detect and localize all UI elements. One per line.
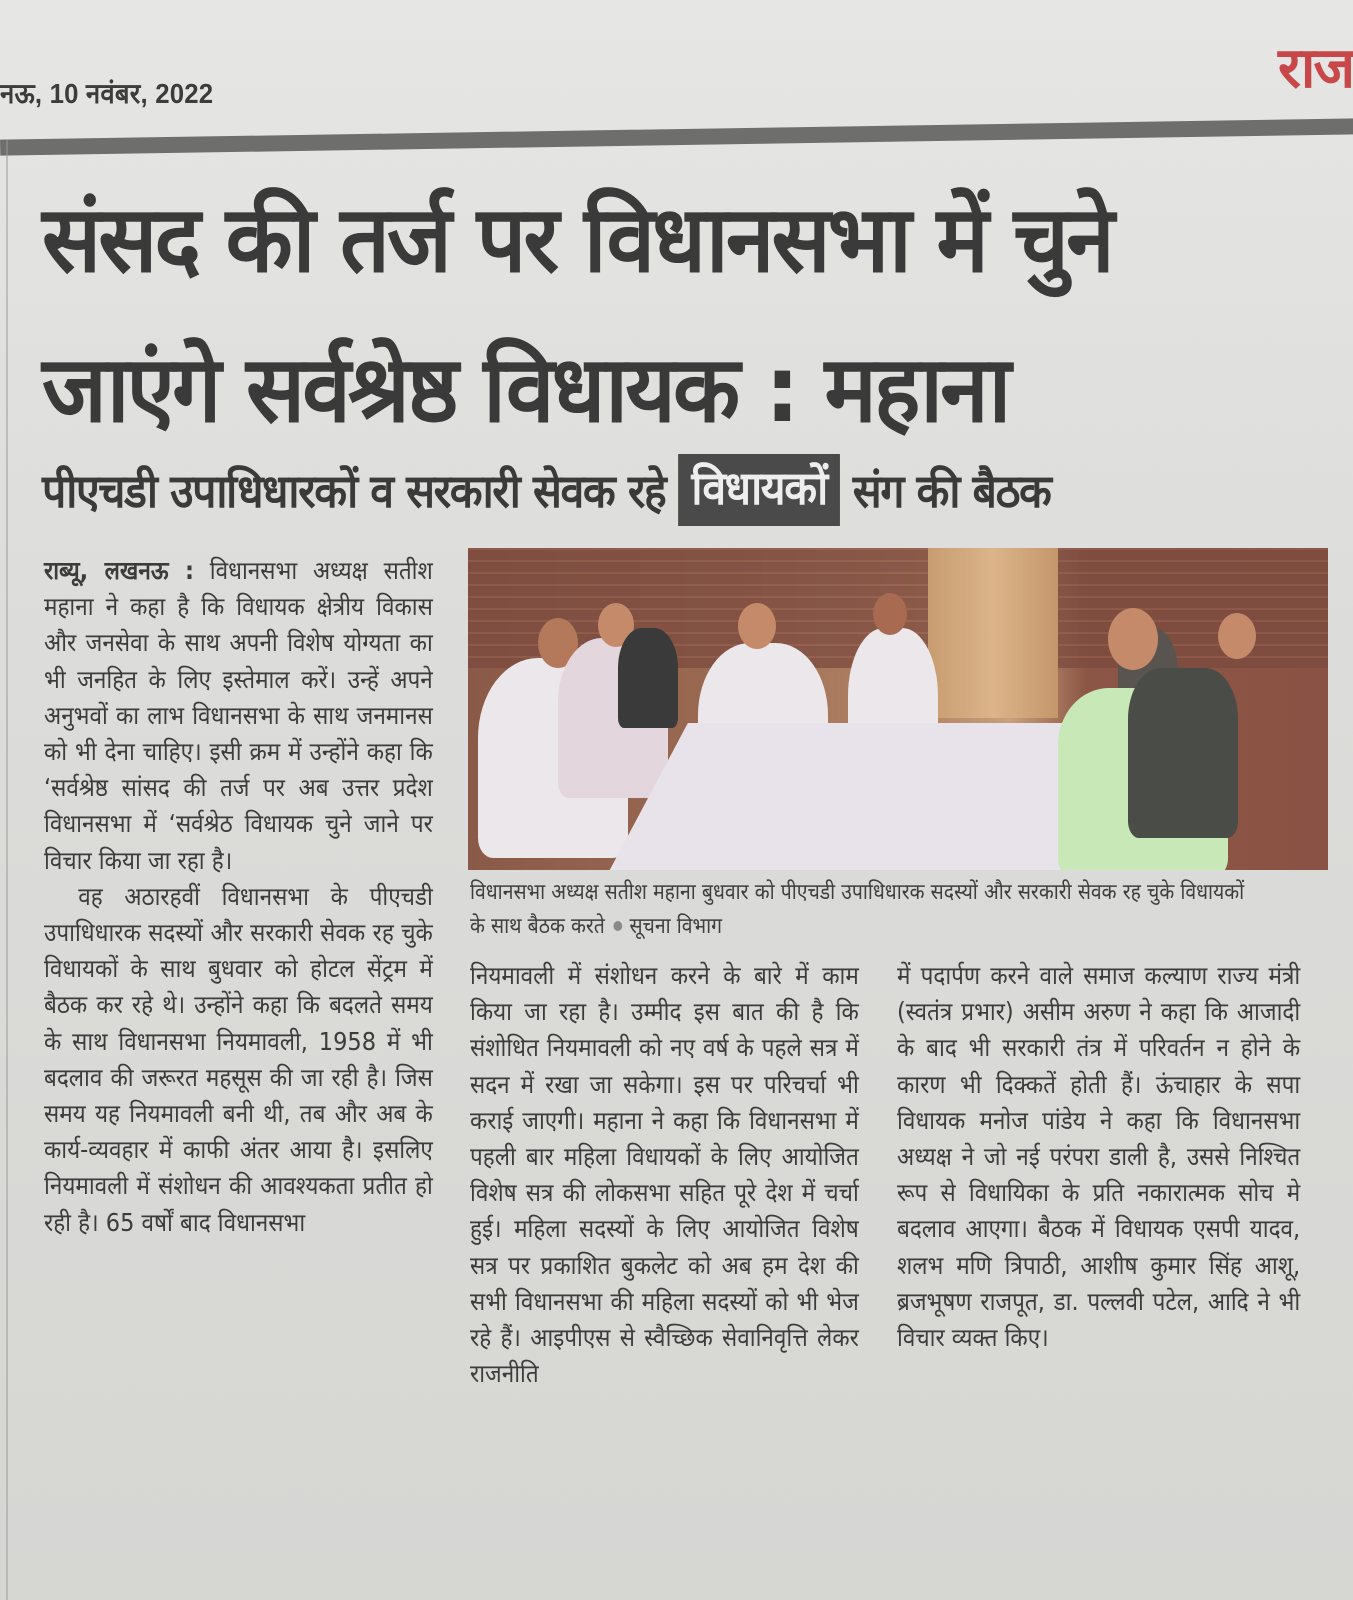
subhead-text-after: संग की बैठक bbox=[852, 464, 1051, 518]
bullet-icon bbox=[614, 921, 623, 931]
photo-wood-pillar bbox=[928, 548, 1058, 718]
article-column-2 bbox=[470, 958, 859, 1392]
subheadline bbox=[42, 450, 1051, 530]
photo-speaker-vest bbox=[1128, 668, 1238, 838]
photo-caption bbox=[470, 876, 1244, 944]
photo-person-head bbox=[738, 603, 776, 649]
photo-person-head bbox=[1218, 613, 1256, 659]
dateline: नऊ, 10 नवंबर, 2022 bbox=[0, 78, 214, 109]
subhead-highlight: विधायकों bbox=[678, 454, 839, 526]
paragraph-1-text: विधानसभा अध्यक्ष सतीश महाना ने कहा है कि विधायक क्षेत्रीय विकास और जनसेवा के साथ अपनी विशेष योग्यता का भी जनहित के लिए इस्तेमाल करें। उन्हें अपने अनुभवों का लाभ विधानसभा के साथ जनमानस को भी देना चाहिए। इसी क्रम में उन्होंने कहा कि ‘सर्वश्रेष्ठ सांसद की तर्ज पर अब उत्तर प्रदेश विधानसभा में ‘सर्वश्रेठ विधायक चुने जाने पर विचार किया जा रहा है। bbox=[44, 556, 433, 875]
paragraph-2: वह अठारहवीं विधानसभा के पीएचडी उपाधिधारक सदस्यों और सरकारी सेवक रह चुके विधायकों के साथ बुधवार को होटल सेंट्रम में बैठक कर रहे थे। उन्होंने कहा कि बदलते समय के साथ विधानसभा नियमावली, 1958 में भी बदलाव की जरूरत महसूस की जा रही है। जिस समय यह नियमावली बनी थी, तब और अब के कार्य-व्यवहार में काफी अंतर आया है। इसलिए नियमावली में संशोधन की आवश्यकता प्रतीत हो रही है। 65 वर्षों बाद विधानसभा bbox=[44, 881, 433, 1237]
headline bbox=[42, 165, 1277, 465]
masthead-rule bbox=[0, 118, 1353, 156]
article-photo bbox=[468, 548, 1328, 870]
column-2-text: नियमावली में संशोधन करने के बारे में काम किया जा रहा है। उम्मीद इस बात की है कि संशोधित नियमावली को नए वर्ष के पहले सत्र में सदन में रखा जा सकेगा। इस पर परिचर्चा भी कराई जाएगी। महाना ने कहा कि विधानसभा में पहली बार महिला विधायकों के लिए आयोजित विशेष सत्र की लोकसभा सहित पूरे देश में चर्चा हुई। महिला सदस्यों के लिए आयोजित विशेष सत्र पर प्रकाशित बुकलेट को अब हम देश की सभी विधानसभा की महिला सदस्यों को भी भेज रहे हैं। आइपीएस से स्वैच्छिक सेवानिवृत्ति लेकर राजनीति bbox=[470, 961, 859, 1389]
newspaper-brand: राज bbox=[1278, 36, 1353, 99]
photo-person-head bbox=[873, 593, 907, 635]
paragraph-1 bbox=[44, 553, 433, 879]
column-3-text: में पदार्पण करने वाले समाज कल्याण राज्य मंत्री (स्वतंत्र प्रभार) असीम अरुण ने कहा कि आजादी के बाद भी सरकारी तंत्र में परिवर्तन न होने के कारण भी दिक्कतें होती हैं। ऊंचाहार के सपा विधायक मनोज पांडेय ने कहा कि विधानसभा अध्यक्ष ने जो नई परंपरा डाली है, उससे निश्चित रूप से विधायिका के प्रति नकारात्मक सोच मे बदलाव आएगा। बैठक में विधायक एसपी यादव, शलभ मणि त्रिपाठी, आशीष कुमार सिंह आशू, ब्रजभूषण राजपूत, डा. पल्लवी पटेल, आदि ने भी विचार व्यक्त किए। bbox=[897, 961, 1301, 1353]
article-column-1 bbox=[44, 553, 433, 1241]
caption-credit: सूचना विभाग bbox=[629, 914, 723, 939]
headline-line-1: संसद की तर्ज पर विधानसभा में चुने bbox=[42, 186, 1112, 293]
article-column-3 bbox=[897, 958, 1300, 1356]
photo-speaker-head bbox=[1108, 608, 1158, 670]
subhead-text-before: पीएचडी उपाधिधारकों व सरकारी सेवक रहे bbox=[42, 464, 666, 518]
page-edge bbox=[6, 140, 8, 1600]
headline-line-2: जाएंगे सर्वश्रेष्ठ विधायक : महाना bbox=[42, 336, 1009, 443]
photo-person bbox=[618, 628, 678, 728]
caption-text: विधानसभा अध्यक्ष सतीश महाना बुधवार को पीएचडी उपाधिधारक सदस्यों और सरकारी सेवक रह चुके विधायकों के साथ बैठक करते bbox=[470, 880, 1245, 939]
byline: राब्यू, लखनऊ : bbox=[44, 556, 194, 585]
masthead bbox=[0, 0, 1353, 130]
